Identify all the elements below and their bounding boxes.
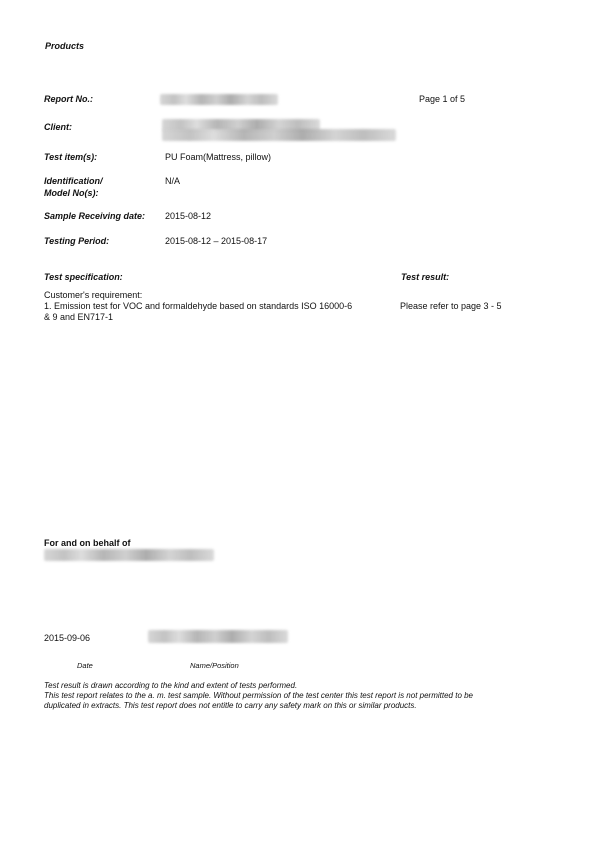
footer-line-2: This test report relates to the a. m. test sample. Without permission of the test center this test report is not permitted to be: [44, 691, 474, 700]
identification-label-1: Identification/: [44, 176, 103, 186]
section-title: Products: [45, 41, 85, 51]
spec-line-2: 1. Emission test for VOC and formaldehyde based on standards ISO 16000-6: [44, 301, 353, 311]
sample-receiving-label: Sample Receiving date:: [44, 211, 146, 221]
test-result-value: Please refer to page 3 - 5: [400, 301, 502, 311]
test-items-value: PU Foam(Mattress, pillow): [165, 152, 272, 162]
test-items-label: Test item(s):: [44, 152, 98, 162]
testing-period-value: 2015-08-12 – 2015-08-17: [165, 236, 268, 246]
sample-receiving-value: 2015-08-12: [165, 211, 212, 221]
report-no-label: Report No.:: [44, 94, 93, 104]
identification-label-2: Model No(s):: [44, 188, 99, 198]
spec-line-1: Customer's requirement:: [44, 290, 143, 300]
testing-period-label: Testing Period:: [44, 236, 110, 246]
page-indicator: Page 1 of 5: [419, 94, 466, 104]
client-redacted-line-2: [162, 129, 396, 141]
test-specification-heading: Test specification:: [44, 272, 123, 282]
footer-line-1: Test result is drawn according to the kind and extent of tests performed.: [44, 681, 298, 690]
identification-value: N/A: [165, 176, 181, 186]
signature-name-redacted: [148, 630, 288, 643]
footer-line-3: duplicated in extracts. This test report does not entitle to carry any safety mark on this or similar products.: [44, 701, 417, 710]
name-position-caption: Name/Position: [190, 661, 239, 670]
on-behalf-label: For and on behalf of: [44, 538, 131, 548]
signature-date: 2015-09-06: [44, 633, 91, 643]
spec-line-3: & 9 and EN717-1: [44, 312, 114, 322]
client-label: Client:: [44, 122, 72, 132]
test-result-heading: Test result:: [401, 272, 450, 282]
company-redacted: [44, 549, 214, 561]
date-caption: Date: [77, 661, 93, 670]
report-no-redacted: [160, 94, 278, 105]
